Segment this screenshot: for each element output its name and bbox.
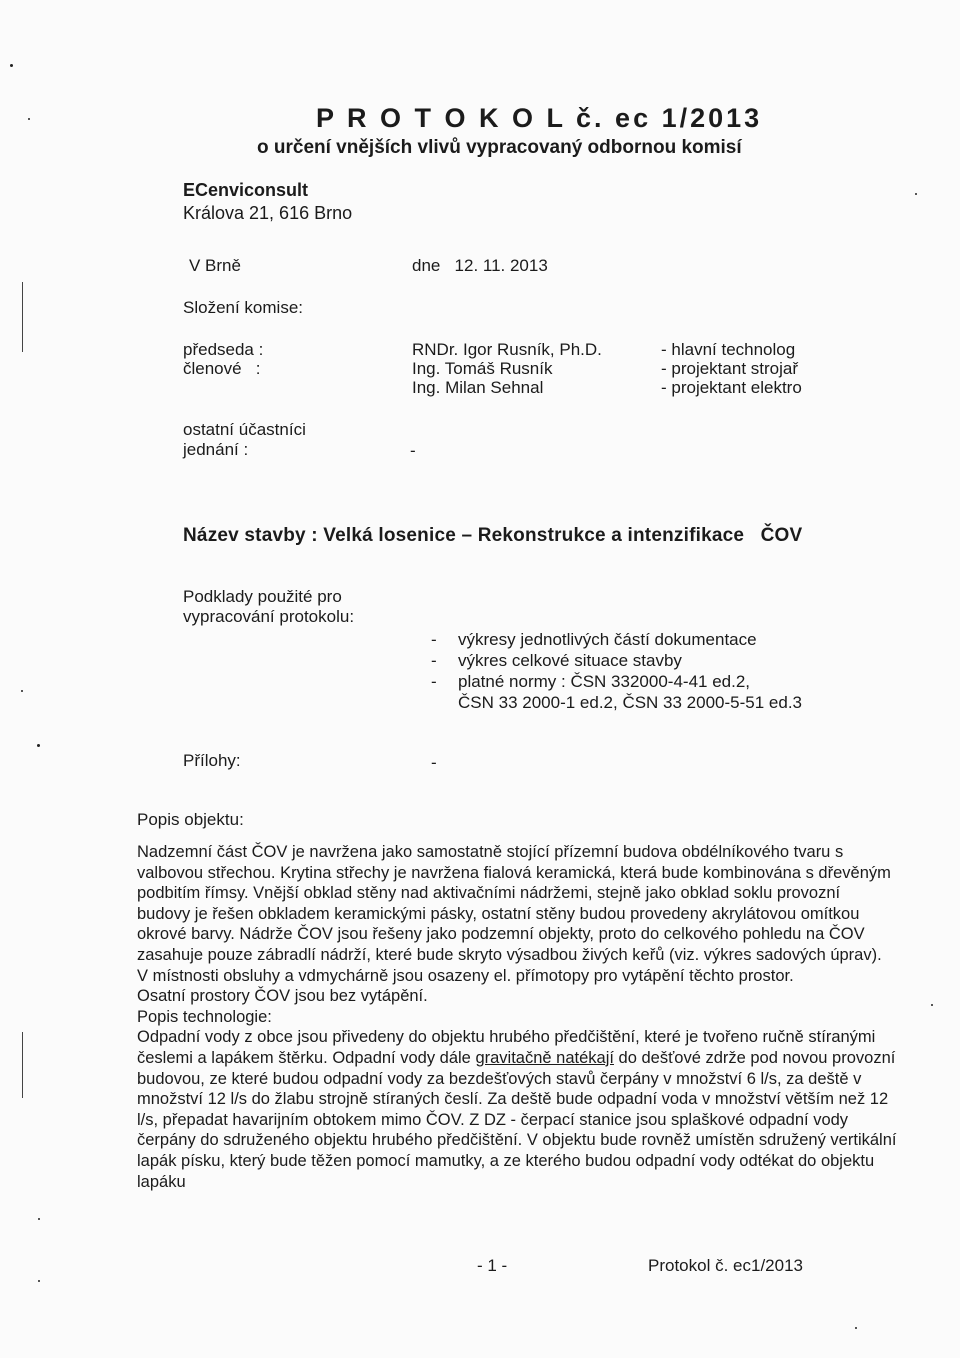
footer-doc-ref: Protokol č. ec1/2013 (648, 1256, 803, 1275)
source-bullet: - (431, 630, 437, 649)
scan-speck (38, 1280, 40, 1282)
company-name: ECenviconsult (183, 180, 309, 200)
place: V Brně (189, 256, 241, 275)
sources-label: vypracování protokolu: (183, 607, 355, 626)
sources-label: Podklady použité pro (183, 587, 342, 606)
scan-edge-line (22, 1032, 23, 1098)
scan-speck (28, 118, 30, 120)
scan-speck (855, 1327, 857, 1329)
commission-role: - projektant strojař (661, 359, 798, 378)
technology-underlined-text: gravitačně natékají (475, 1048, 614, 1067)
source-bullet: - (431, 672, 437, 691)
other-participants-label: jednání : (183, 440, 249, 459)
page-number: - 1 - (477, 1256, 508, 1275)
source-item: výkresy jednotlivých částí dokumentace (458, 630, 757, 649)
scan-speck (915, 193, 917, 195)
scan-speck (931, 1004, 933, 1006)
project-name: Název stavby : Velká losenice – Rekonstrukce a intenzifikace ČOV (183, 525, 803, 546)
scan-edge-line (22, 282, 23, 352)
attachments-value: - (431, 753, 437, 772)
scan-speck (21, 690, 23, 692)
chair-label: předseda : (183, 340, 264, 359)
document-title: P R O T O K O L č. ec 1/2013 (316, 103, 763, 133)
document-subtitle: o určení vnějších vlivů vypracovaný odbornou komisí (257, 137, 742, 158)
commission-name: Ing. Tomáš Rusník (412, 359, 553, 378)
technology-text: Odpadní vody z obce jsou přivedeny do objektu hrubého předčištění, které je tvořeno ručně stíranými česlemi a lapákem štěrku. Odpadní vody dále (137, 1028, 876, 1067)
commission-role: - projektant elektro (661, 378, 802, 397)
technology-paragraph (137, 1027, 897, 1192)
source-bullet: - (431, 651, 437, 670)
source-item: výkres celkové situace stavby (458, 651, 682, 670)
members-label: členové : (183, 359, 261, 378)
attachments-label: Přílohy: (183, 751, 241, 770)
other-participants-value: - (410, 441, 416, 460)
description-body (137, 842, 897, 1192)
date: dne 12. 11. 2013 (412, 256, 548, 275)
source-item: platné normy : ČSN 332000-4-41 ed.2, (458, 672, 751, 691)
description-heading: Popis objektu: (137, 810, 244, 829)
other-participants-label: ostatní účastníci (183, 420, 306, 439)
description-paragraph: V místnosti obsluhy a vdmychárně jsou osazeny el. přímotopy pro vytápění těchto prostor. (137, 966, 794, 985)
description-paragraph: Osatní prostory ČOV jsou bez vytápění. (137, 987, 428, 1006)
commission-label: Složení komise: (183, 298, 303, 317)
scan-speck (10, 64, 13, 67)
technology-heading: Popis technologie: (137, 1007, 272, 1026)
commission-name: Ing. Milan Sehnal (412, 378, 544, 397)
company-address: Králova 21, 616 Brno (183, 203, 353, 223)
scan-speck (38, 1218, 40, 1220)
description-paragraph: Nadzemní část ČOV je navržena jako samostatně stojící přízemní budova obdélníkového tvaru s valbovou střechou. Krytina střechy je navržena fialová keramická, která bude kombinována s dřevěným podbitím římsy. Vnější obklad stěny nad aktivačními nádržemi, stejně jako obklad soklu provozní budovy je řešen obkladem keramickými pásky, ostatní stěny budou provedeny akrylátovou omítkou okrové barvy. Nádrže ČOV jsou řešeny jako podzemní objekty, proto do celkového pohledu na ČOV zasahuje pouze zábradlí nádrží, které bude skryto výsadbou živých keřů (viz. výkres sadových úprav). (137, 843, 891, 964)
commission-name: RNDr. Igor Rusník, Ph.D. (412, 340, 602, 359)
commission-role: - hlavní technolog (661, 340, 796, 359)
technology-text: do dešťové zdrže pod novou provozní budovou, ze které budou odpadní vody za bezdešťových stavů čerpány v množství 6 l/s, za deště v množství 12 l/s do žlabu strojně stíraných česlí. Za deště bude odpadní voda v množství větším než 12 l/s, přepadat havarijním obtokem mimo ČOV. Z DZ - čerpací stanice jsou splaškové odpadní vody čerpány do sdruženého objektu hrubého předčištění. V objektu bude rovněž umístěn sdružený vertikální lapák písku, který bude těžen pomocí mamutky, a ze kterého budou odpadní vody odtékat do objektu lapáku (137, 1048, 897, 1191)
source-item-continuation: ČSN 33 2000-1 ed.2, ČSN 33 2000-5-51 ed.3 (458, 693, 803, 712)
scan-speck (37, 744, 40, 747)
